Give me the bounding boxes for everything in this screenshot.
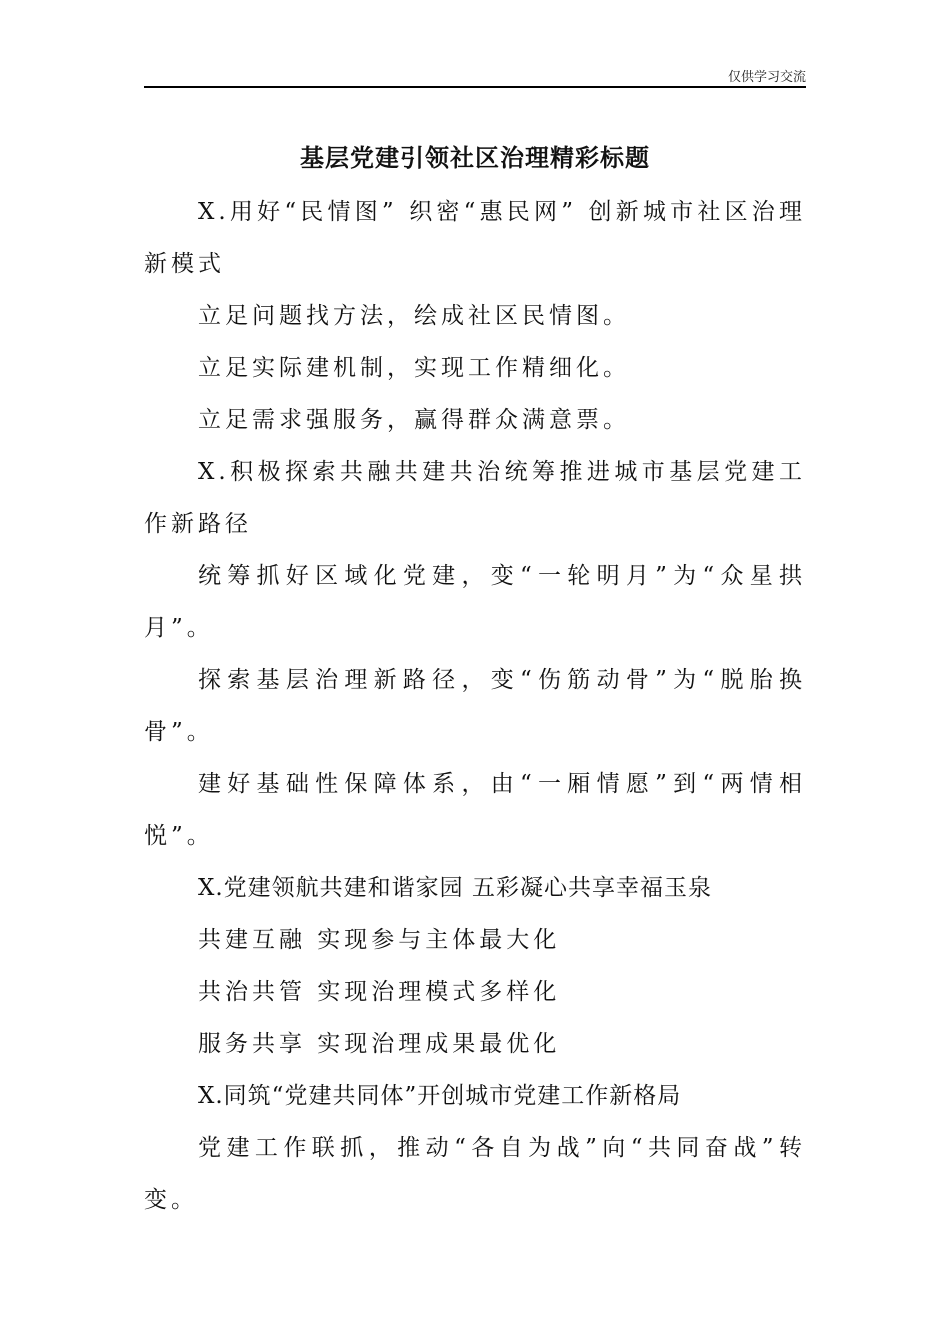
paragraph-3-3: 服务共享 实现治理成果最优化 [198,1031,561,1057]
paragraph-1-1: 立足问题找方法，绘成社区民情图。 [198,303,630,329]
document-body [144,186,806,1226]
paragraph-2-1: 统筹抓好区域化党建，变“一轮明月”为“众星拱月”。 [144,563,806,641]
section-heading-4: X.同筑“党建共同体”开创城市党建工作新格局 [198,1083,682,1109]
paragraph-1-2: 立足实际建机制，实现工作精细化。 [198,355,630,381]
paragraph-1-3: 立足需求强服务，赢得群众满意票。 [198,407,630,433]
section-heading-1: X.用好“民情图” 织密“惠民网” 创新城市社区治理新模式 [144,199,806,277]
document-title: 基层党建引领社区治理精彩标题 [300,143,650,172]
header-note: 仅供学习交流 [727,70,806,85]
section-heading-3: X.党建领航共建和谐家园 五彩凝心共享幸福玉泉 [198,875,712,901]
paragraph-2-2: 探索基层治理新路径，变“伤筋动骨”为“脱胎换骨”。 [144,667,806,745]
section-heading-2: X.积极探索共融共建共治统筹推进城市基层党建工作新路径 [144,459,806,537]
paragraph-2-3: 建好基础性保障体系，由“一厢情愿”到“两情相悦”。 [144,771,806,849]
header-divider [144,86,806,88]
paragraph-3-2: 共治共管 实现治理模式多样化 [198,979,561,1005]
paragraph-3-1: 共建互融 实现参与主体最大化 [198,927,561,953]
paragraph-4-1: 党建工作联抓，推动“各自为战”向“共同奋战”转变。 [144,1135,806,1213]
